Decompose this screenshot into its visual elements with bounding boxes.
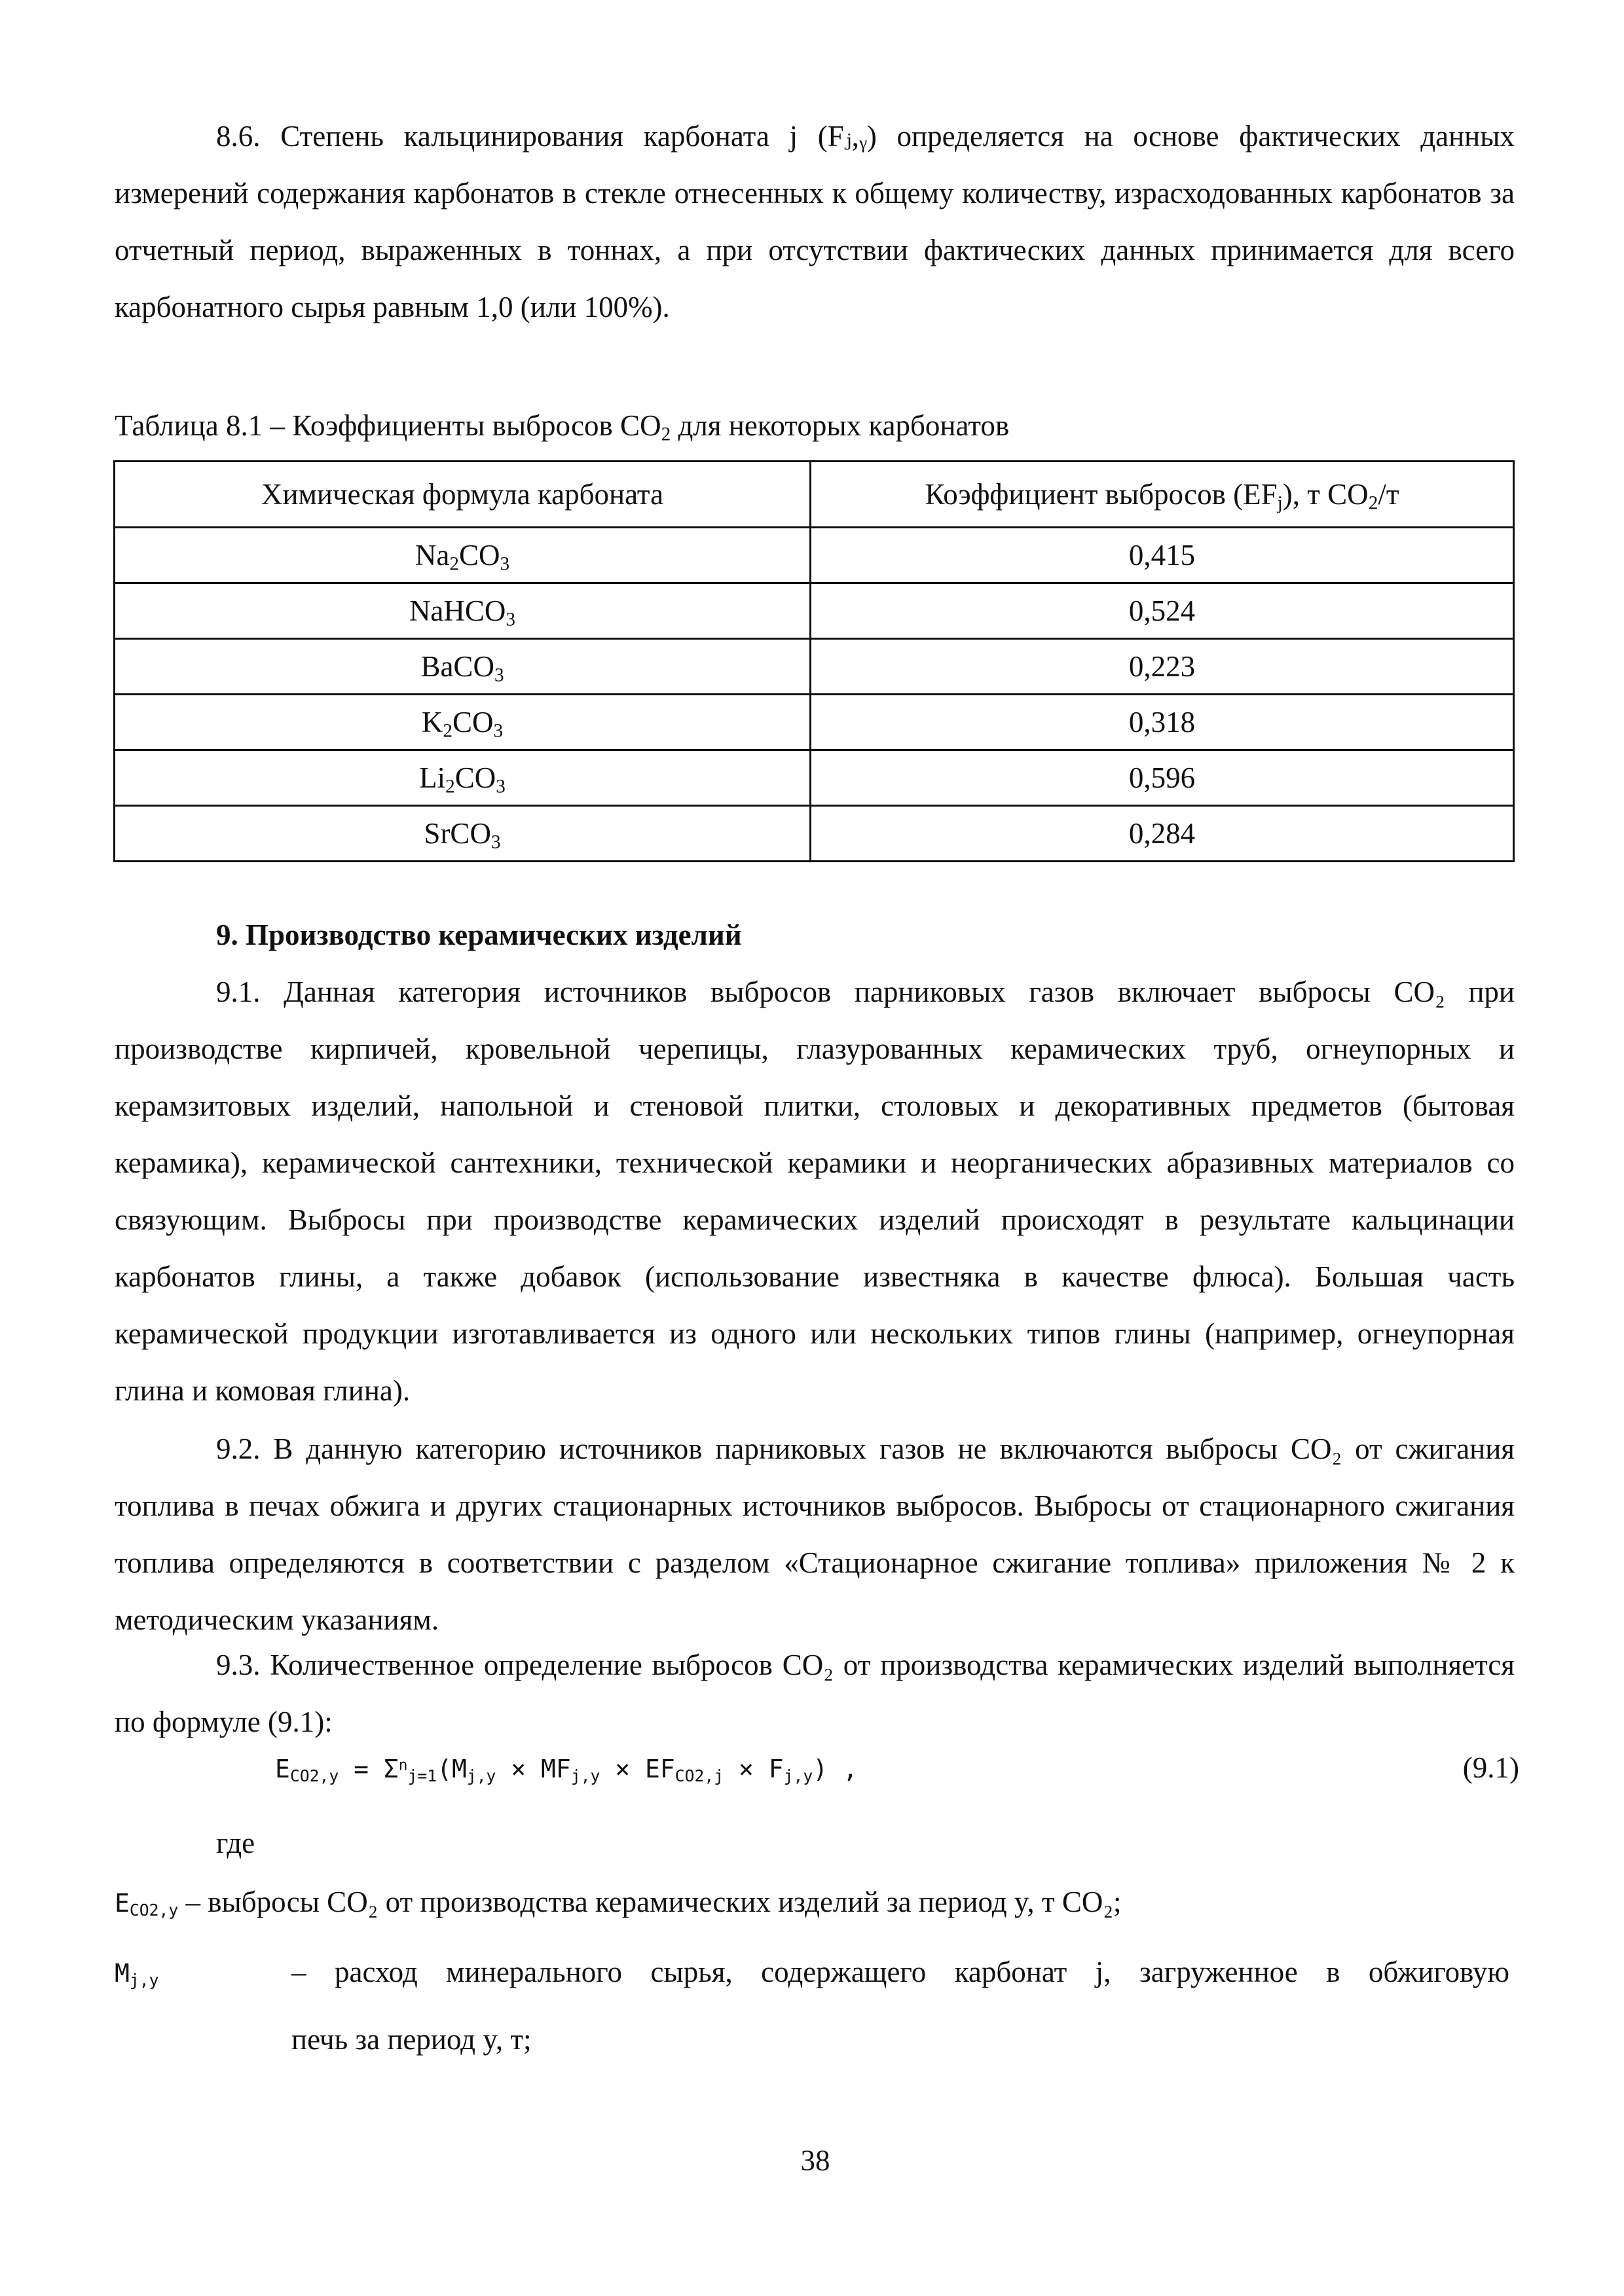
header-emission-factor [811, 462, 1514, 528]
formula-sub: 3 [506, 609, 516, 630]
carbonate-formula-cell [115, 806, 811, 862]
formula-sub: 2 [445, 776, 455, 797]
emission-factor-cell: 0,524 [811, 583, 1514, 639]
carbonate-formula-cell [115, 639, 811, 695]
paragraph-9-3 [115, 1637, 1515, 1751]
emission-factors-table [113, 460, 1515, 862]
definition-m-jy-continued [291, 2020, 532, 2059]
formula-part: CO [458, 539, 500, 572]
table-row [115, 695, 1514, 750]
header-col2-label: Коэффициент выбросов (EF [925, 478, 1278, 511]
paragraph-8-6 [115, 108, 1515, 336]
definition-e-co2-text: – выбросы CO₂ от производства керамических изделий за период y, т CO₂; [178, 1886, 1122, 1918]
header-col2-end: /т [1378, 478, 1399, 511]
formula-part: Li [419, 761, 446, 794]
formula-part: BaCO [420, 650, 494, 683]
paragraph-9-3-text: 9.3. Количественное определение выбросов CO₂ от производства керамических изделий выполняется по формуле (9.1): [115, 1649, 1515, 1738]
formula-part: CO [452, 706, 494, 738]
formula-sub: 3 [500, 553, 510, 575]
carbonate-formula-cell [115, 528, 811, 583]
table-header-row [115, 462, 1514, 528]
formula-sub: 3 [494, 665, 504, 686]
header-col2-mid: ), т CO [1282, 478, 1369, 511]
carbonate-formula-cell [115, 750, 811, 806]
paragraph-9-1-text: 9.1. Данная категория источников выбросов парниковых газов включает выбросы CO₂ при производстве кирпичей, кровельной черепицы, глазурованных керамических труб, огнеупорных и керамзитовых изделий, напольной и стеновой плитки, столовых и декоративных предметов (бытовая керамика), керамической сантехники, технической керамики и неорганических абразивных материалов со связующим. Выбросы при производстве керамических изделий происходят в результате кальцинации карбонатов глины, а также добавок (использование известняка в качестве флюса). Большая часть керамической продукции изготавливается из одного или нескольких типов глины (например, огнеупорная глина и комовая глина). [115, 975, 1515, 1407]
carbonate-formula-cell [115, 583, 811, 639]
paragraph-8-6-text: 8.6. Степень кальцинирования карбоната j (Fⱼ,ᵧ) определяется на основе фактических данных измерений содержания карбонатов в стекле отнесенных к общему количеству, израсходованных карбонатов за отчетный период, выраженных в тоннах, а при отсутствии фактических данных принимается для всего карбонатного сырья равным 1,0 (или 100%). [115, 120, 1515, 323]
formula-part: SrCO [424, 817, 491, 850]
page-number: 38 [800, 2144, 830, 2177]
formula-expression: $E_{CO2,y} = \Sigma^n_{j=1}(M_{j,y} \times MF_{j,y} \times EF_{CO2,j} \times F_{j,y})$ , [275, 1755, 858, 1786]
formula-number: (9.1) [1462, 1751, 1519, 1784]
symbol-m-jy: $M_{j,y}$ [115, 1959, 159, 1990]
table-row [115, 583, 1514, 639]
where-label: где [216, 1827, 255, 1859]
formula-part: Na [415, 539, 450, 572]
header-col2-sub-2: 2 [1368, 492, 1378, 514]
definition-m-jy-text-2: печь за период y, т; [291, 2023, 532, 2056]
emission-factor-cell: 0,596 [811, 750, 1514, 806]
table-caption-text: Таблица 8.1 – Коэффициенты выбросов CO [115, 409, 661, 442]
header-col1-label: Химическая формула карбоната [261, 478, 664, 511]
header-carbonate-formula [115, 462, 811, 528]
formula-part: K [421, 706, 443, 738]
emission-factor-cell: 0,415 [811, 528, 1514, 583]
formula-sub: 2 [443, 720, 452, 742]
table-caption-text-end: для некоторых карбонатов [671, 409, 1010, 442]
emission-factor-cell: 0,223 [811, 639, 1514, 695]
table-row [115, 528, 1514, 583]
paragraph-9-1 [115, 964, 1515, 1419]
formula-part: NaHCO [409, 594, 506, 627]
header-col2-sub-j: j [1277, 492, 1283, 514]
emission-factor-cell: 0,284 [811, 806, 1514, 862]
table-row [115, 639, 1514, 695]
table-row [115, 806, 1514, 862]
table-row [115, 750, 1514, 806]
symbol-e-co2: $E_{CO2,y}$ [115, 1889, 179, 1920]
table-caption-sub: 2 [661, 424, 671, 445]
formula-part: CO [454, 761, 496, 794]
definition-m-jy [115, 1952, 1515, 1993]
emission-factor-cell: 0,318 [811, 695, 1514, 750]
formula-sub: 3 [493, 720, 504, 742]
formula-sub: 3 [490, 831, 501, 853]
paragraph-9-2-text: 9.2. В данную категорию источников парниковых газов не включаются выбросы CO₂ от сжигания топлива в печах обжига и других стационарных источников выбросов. Выбросы от стационарного сжигания топлива определяются в соответствии с разделом «Стационарное сжигание топлива» приложения № 2 к методическим указаниям. [115, 1432, 1515, 1636]
formula-sub: 2 [449, 553, 459, 575]
formula-9-1 [275, 1738, 1519, 1797]
section-heading: 9. Производство керамических изделий [216, 919, 742, 951]
definition-m-jy-text: – расход минерального сырья, содержащего карбонат j, загруженное в обжиговую [291, 1956, 1509, 1988]
formula-sub: 3 [496, 776, 506, 797]
carbonate-formula-cell [115, 695, 811, 750]
definition-e-co2 [115, 1882, 1515, 1923]
table-caption [115, 406, 1009, 445]
paragraph-9-2 [115, 1421, 1515, 1649]
